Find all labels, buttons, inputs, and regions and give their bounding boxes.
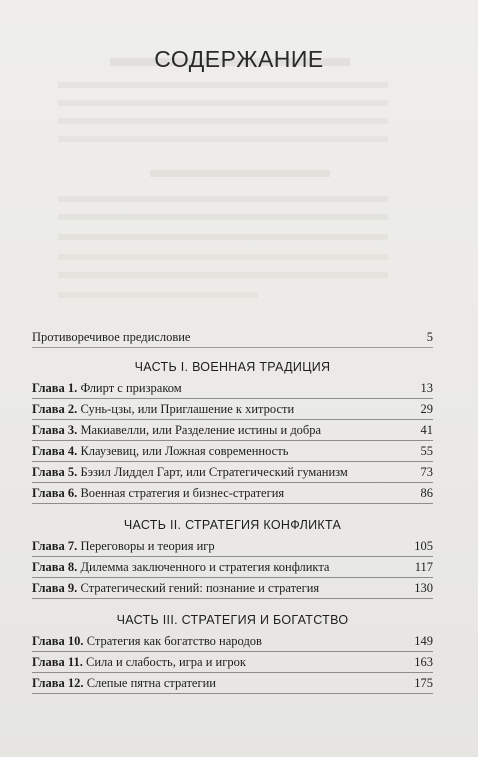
table-of-contents (32, 327, 433, 704)
chapter-title: Бэзил Лиддел Гарт, или Стратегический гуманизм (80, 465, 348, 479)
chapter-prefix: Глава 11. (32, 655, 83, 669)
chapter-title: Стратегический гений: познание и стратегия (80, 581, 320, 595)
toc-chapter-row[interactable] (32, 483, 433, 504)
chapter-page: 149 (414, 634, 433, 648)
chapter-prefix: Глава 4. (32, 444, 78, 458)
chapter-prefix: Глава 7. (32, 539, 78, 553)
chapter-prefix: Глава 3. (32, 423, 78, 437)
chapter-page: 130 (414, 581, 433, 595)
part-2-chapters (32, 536, 433, 599)
toc-chapter-row[interactable] (32, 652, 433, 673)
chapter-page: 175 (414, 676, 433, 690)
chapter-title: Клаузевиц, или Ложная современность (80, 444, 289, 458)
chapter-prefix: Глава 10. (32, 634, 84, 648)
toc-chapter-row[interactable] (32, 578, 433, 599)
toc-chapter-row[interactable] (32, 536, 433, 557)
preface-label: Противоречивое предисловие (32, 330, 191, 344)
chapter-prefix: Глава 8. (32, 560, 78, 574)
chapter-page: 105 (414, 539, 433, 553)
chapter-title: Сунь-цзы, или Приглашение к хитрости (80, 402, 295, 416)
toc-chapter-row[interactable] (32, 378, 433, 399)
part-2-heading: ЧАСТЬ II. СТРАТЕГИЯ КОНФЛИКТА (123, 518, 342, 532)
chapter-title: Флирт с призраком (80, 381, 182, 395)
chapter-page: 13 (420, 381, 433, 395)
part-3-chapters (32, 631, 433, 694)
part-3-heading: ЧАСТЬ III. СТРАТЕГИЯ И БОГАТСТВО (116, 613, 349, 627)
toc-chapter-row[interactable] (32, 420, 433, 441)
chapter-title: Сила и слабость, игра и игрок (86, 655, 246, 669)
chapter-prefix: Глава 1. (32, 381, 78, 395)
chapter-title: Переговоры и теория игр (80, 539, 215, 553)
chapter-title: Слепые пятна стратегии (86, 676, 216, 690)
chapter-title: Стратегия как богатство народов (86, 634, 262, 648)
chapter-title: Дилемма заключенного и стратегия конфликта (80, 560, 330, 574)
toc-chapter-row[interactable] (32, 557, 433, 578)
chapter-title: Макиавелли, или Разделение истины и добра (80, 423, 322, 437)
part-1-chapters (32, 378, 433, 504)
toc-chapter-row[interactable] (32, 462, 433, 483)
chapter-prefix: Глава 9. (32, 581, 78, 595)
page-title: СОДЕРЖАНИЕ (154, 46, 324, 72)
chapter-page: 86 (420, 486, 433, 500)
toc-chapter-row[interactable] (32, 673, 433, 694)
toc-chapter-row[interactable] (32, 631, 433, 652)
chapter-prefix: Глава 5. (32, 465, 78, 479)
chapter-title: Военная стратегия и бизнес-стратегия (80, 486, 285, 500)
chapter-page: 117 (414, 560, 433, 574)
chapter-prefix: Глава 2. (32, 402, 78, 416)
chapter-prefix: Глава 12. (32, 676, 84, 690)
chapter-page: 55 (420, 444, 433, 458)
part-1-heading: ЧАСТЬ I. ВОЕННАЯ ТРАДИЦИЯ (134, 360, 331, 374)
preface-page: 5 (426, 330, 433, 344)
chapter-page: 41 (420, 423, 433, 437)
toc-chapter-row[interactable] (32, 399, 433, 420)
chapter-page: 163 (414, 655, 433, 669)
chapter-page: 29 (420, 402, 433, 416)
toc-chapter-row[interactable] (32, 441, 433, 462)
toc-preface-row[interactable] (32, 327, 433, 348)
chapter-page: 73 (420, 465, 433, 479)
chapter-prefix: Глава 6. (32, 486, 78, 500)
